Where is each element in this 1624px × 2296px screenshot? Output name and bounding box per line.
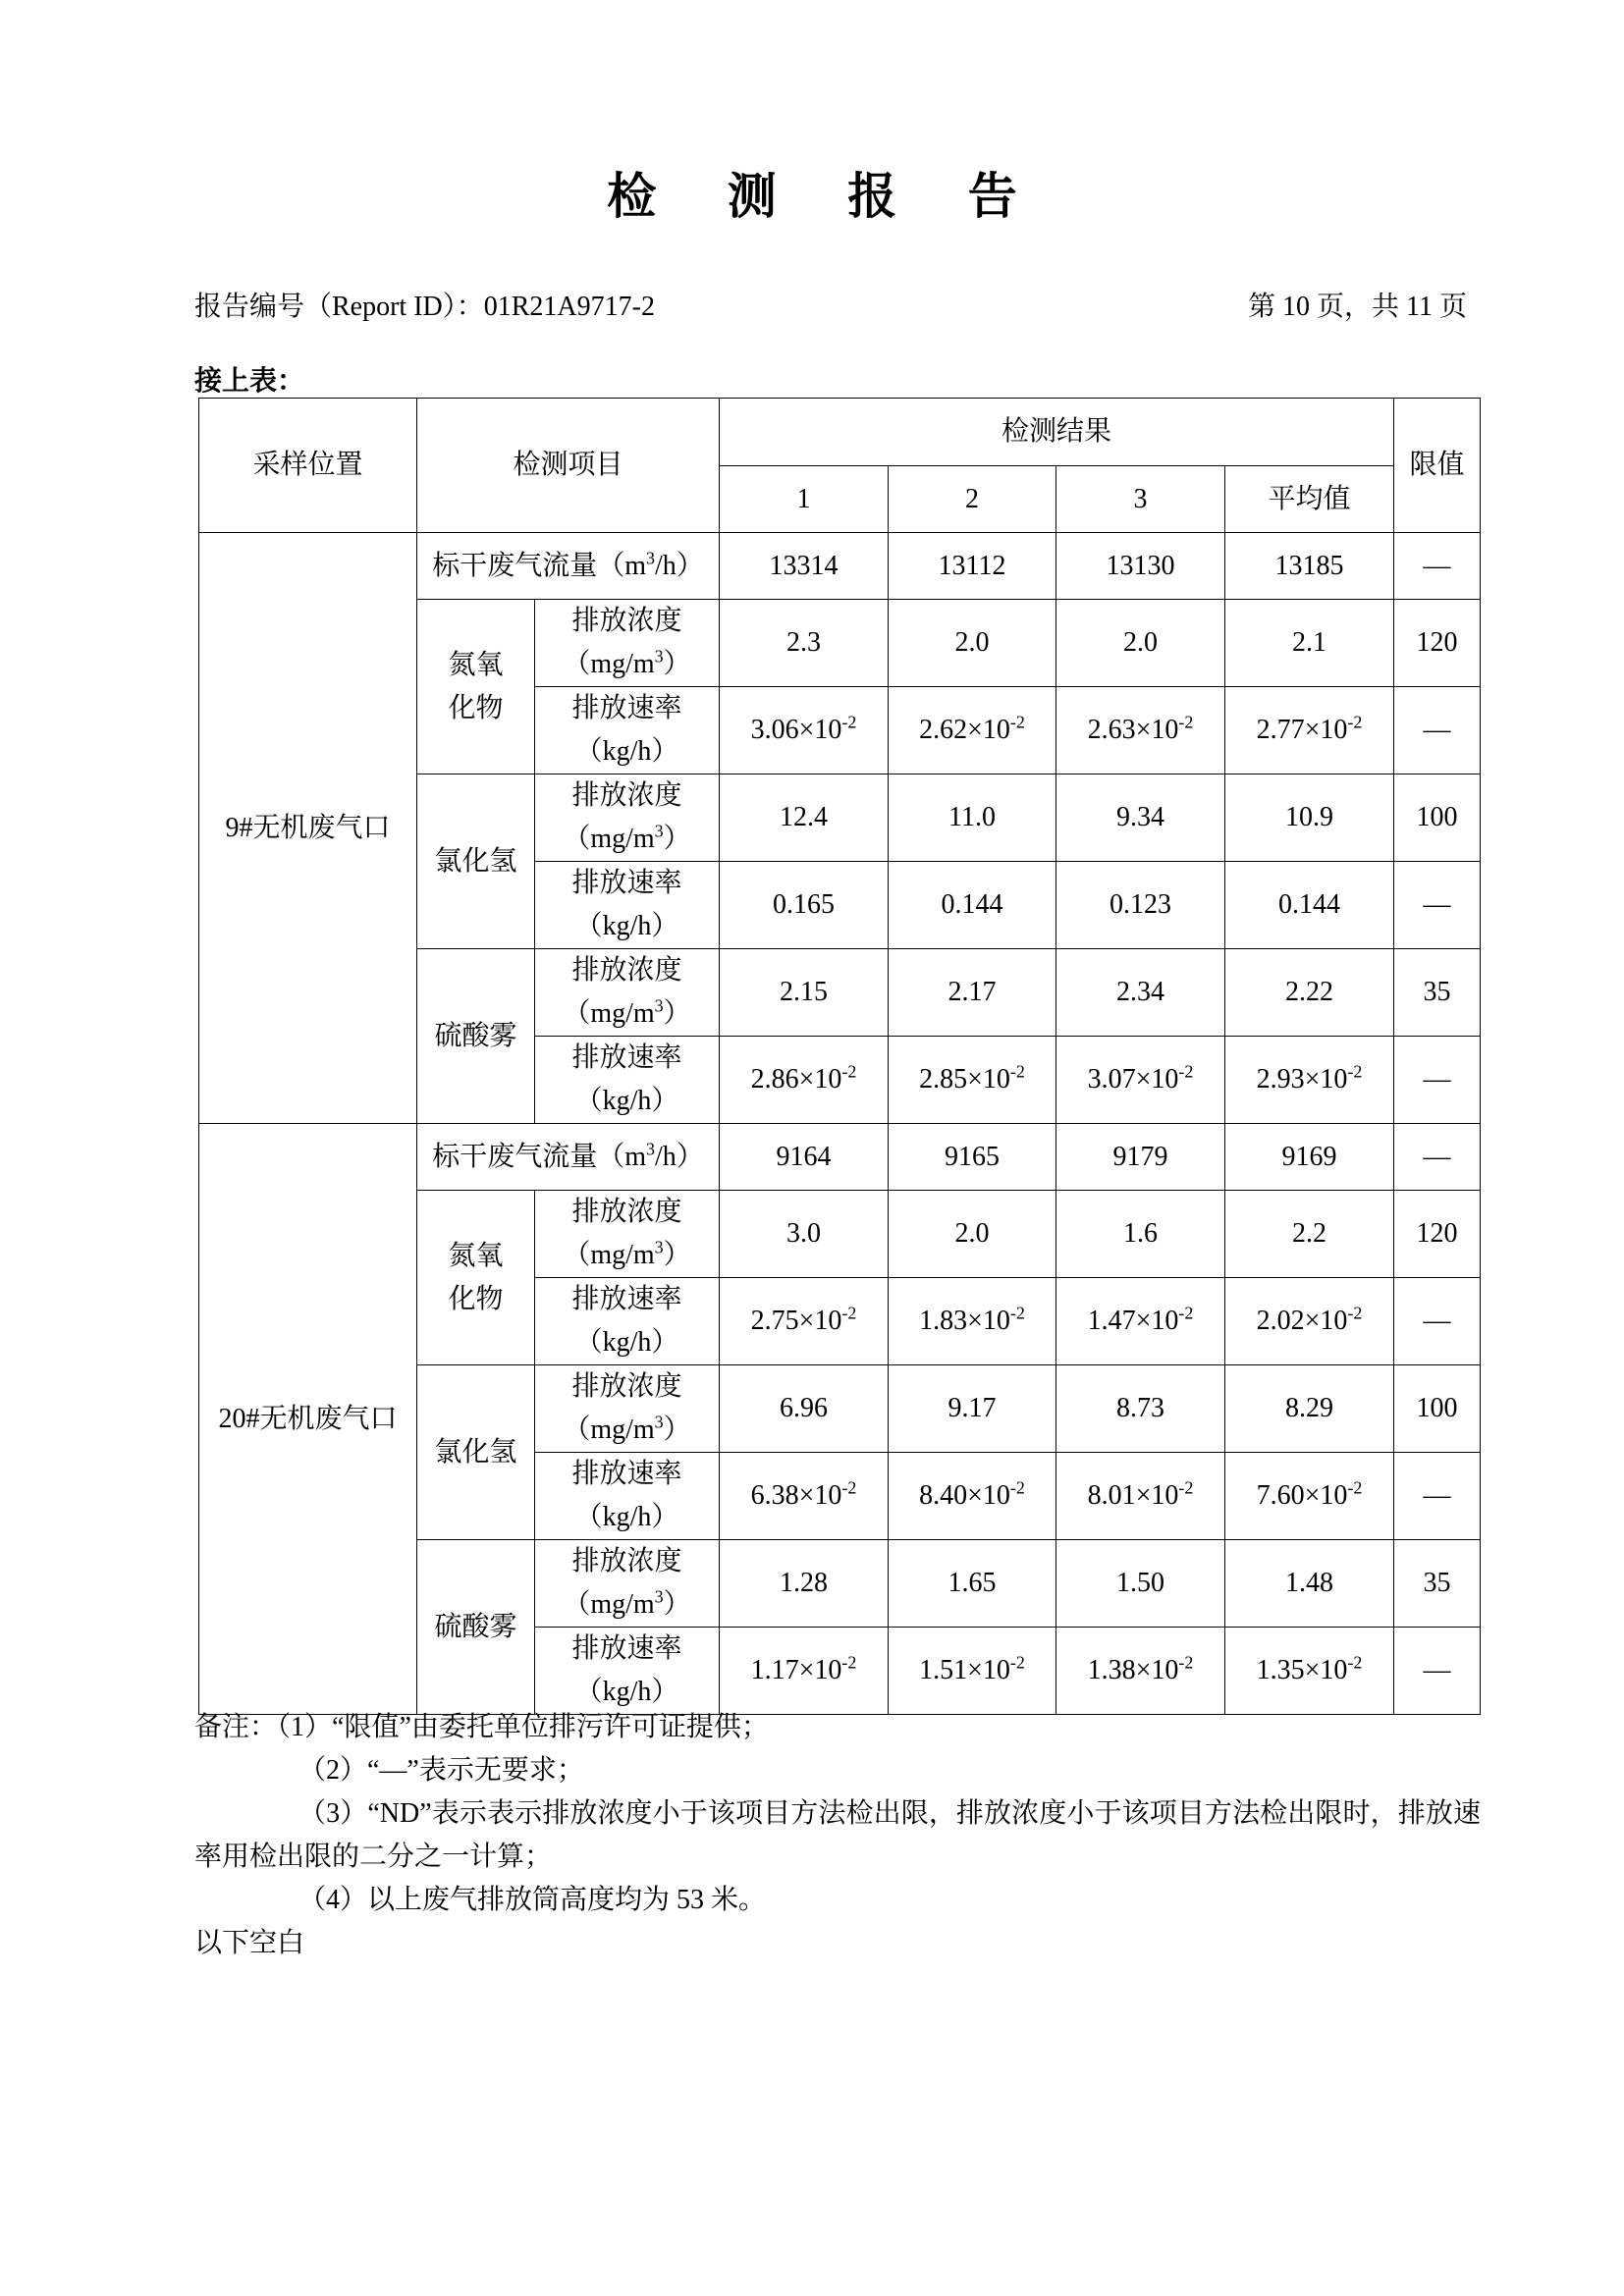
concentration-unit-superscript: 3 — [654, 995, 664, 1016]
pollutant-name-line: 化物 — [448, 692, 504, 723]
rate-mantissa: 7.60×10 — [1256, 1480, 1348, 1511]
concentration-unit-text: （mg/m — [563, 649, 655, 679]
header-run-2: 2 — [889, 466, 1056, 533]
concentration-unit-superscript: 3 — [654, 646, 664, 667]
rate-value — [1225, 687, 1394, 774]
rate-limit: — — [1394, 1278, 1481, 1365]
concentration-limit: 120 — [1394, 1191, 1481, 1278]
flow-value: 13314 — [720, 533, 889, 600]
concentration-value: 2.0 — [1056, 600, 1225, 687]
sampling-location: 20#无机废气口 — [199, 1124, 417, 1715]
rate-exponent: -2 — [1009, 1477, 1025, 1498]
rate-limit: — — [1394, 862, 1481, 949]
continued-label: 接上表： — [194, 366, 305, 397]
flow-label — [417, 533, 720, 600]
rate-exponent: -2 — [1178, 1652, 1194, 1673]
header-location: 采样位置 — [199, 399, 417, 533]
rate-unit: （kg/h） — [574, 1086, 679, 1116]
pollutant-name-line: 硫酸雾 — [434, 1611, 517, 1642]
notes — [194, 1706, 1481, 1965]
rate-exponent: -2 — [841, 1477, 857, 1498]
report-id: 报告编号（Report ID）：01R21A9717-2 — [194, 292, 655, 322]
concentration-limit: 35 — [1394, 1540, 1481, 1628]
rate-label-text: 排放速率 — [571, 1459, 682, 1489]
flow-value: 9169 — [1225, 1124, 1394, 1191]
concentration-limit: 35 — [1394, 949, 1481, 1037]
concentration-value: 1.65 — [889, 1540, 1056, 1628]
concentration-value: 2.34 — [1056, 949, 1225, 1037]
concentration-value: 1.48 — [1225, 1540, 1394, 1628]
flow-value: 13130 — [1056, 533, 1225, 600]
concentration-value: 6.96 — [720, 1365, 889, 1453]
note-3: （3）“ND”表示表示排放浓度小于该项目方法检出限，排放浓度小于该项目方法检出限时，排放速率用检出限的二分之一计算； — [194, 1798, 1481, 1872]
header-results: 检测结果 — [720, 399, 1394, 466]
concentration-label — [535, 600, 720, 687]
rate-mantissa: 1.38×10 — [1087, 1655, 1179, 1685]
concentration-unit — [535, 1234, 719, 1277]
rate-label-text: 排放速率 — [571, 693, 682, 723]
pollutant-name-line: 氮氧 — [448, 1240, 504, 1271]
rate-mantissa: 2.77×10 — [1256, 715, 1348, 745]
rate-value — [1056, 1278, 1225, 1365]
rate-mantissa: 3.06×10 — [750, 715, 842, 745]
concentration-value: 3.0 — [720, 1191, 889, 1278]
header-run-1: 1 — [720, 466, 889, 533]
concentration-value: 10.9 — [1225, 774, 1394, 862]
rate-unit: （kg/h） — [574, 736, 679, 767]
rate-label-text: 排放速率 — [571, 1284, 682, 1314]
rate-mantissa: 1.83×10 — [919, 1306, 1010, 1336]
concentration-value: 2.2 — [1225, 1191, 1394, 1278]
rate-value — [720, 1628, 889, 1715]
blank-below: 以下空白 — [194, 1928, 305, 1958]
rate-exponent: -2 — [841, 1652, 857, 1673]
rate-value — [1225, 1453, 1394, 1540]
concentration-value: 1.50 — [1056, 1540, 1225, 1628]
rate-limit: — — [1394, 1628, 1481, 1715]
flow-value: 9165 — [889, 1124, 1056, 1191]
rate-mantissa: 3.07×10 — [1087, 1064, 1179, 1095]
rate-mantissa: 2.63×10 — [1087, 715, 1179, 745]
rate-unit: （kg/h） — [574, 1327, 679, 1358]
rate-value: 0.123 — [1056, 862, 1225, 949]
concentration-value: 9.17 — [889, 1365, 1056, 1453]
rate-mantissa: 1.51×10 — [919, 1655, 1010, 1685]
rate-mantissa: 8.40×10 — [919, 1480, 1010, 1511]
concentration-value: 2.0 — [889, 600, 1056, 687]
concentration-value: 2.17 — [889, 949, 1056, 1037]
flow-value: 9164 — [720, 1124, 889, 1191]
rate-exponent: -2 — [1009, 712, 1025, 732]
rate-exponent: -2 — [1347, 1303, 1363, 1323]
concentration-value: 12.4 — [720, 774, 889, 862]
concentration-unit — [535, 1583, 719, 1627]
pollutant-name-line: 化物 — [448, 1283, 504, 1314]
concentration-limit: 120 — [1394, 600, 1481, 687]
flow-limit: — — [1394, 1124, 1481, 1191]
flow-label-text: 标干废气流量（m — [432, 550, 646, 581]
concentration-value: 2.3 — [720, 600, 889, 687]
concentration-unit-close: ） — [663, 1240, 691, 1270]
pollutant-name-line: 氯化氢 — [434, 845, 517, 877]
sampling-location: 9#无机废气口 — [199, 533, 417, 1124]
rate-mantissa: 8.01×10 — [1087, 1480, 1179, 1511]
table-body — [199, 533, 1481, 1715]
rate-label-text: 排放速率 — [571, 868, 682, 898]
flow-value: 13185 — [1225, 533, 1394, 600]
concentration-unit-close: ） — [663, 1415, 691, 1445]
pollutant-name — [417, 949, 535, 1124]
rate-mantissa: 2.62×10 — [919, 715, 1010, 745]
concentration-unit — [535, 1409, 719, 1452]
flow-label-unit: /h） — [655, 550, 704, 581]
concentration-value: 8.73 — [1056, 1365, 1225, 1453]
concentration-unit — [535, 992, 719, 1036]
rate-label — [535, 1278, 720, 1365]
rate-mantissa: 1.35×10 — [1256, 1655, 1348, 1685]
concentration-value: 1.28 — [720, 1540, 889, 1628]
concentration-unit-close: ） — [663, 649, 691, 679]
concentration-value: 2.1 — [1225, 600, 1394, 687]
concentration-unit-superscript: 3 — [654, 1586, 664, 1607]
rate-value — [1225, 1628, 1394, 1715]
header-item: 检测项目 — [417, 399, 720, 533]
concentration-label-text: 排放浓度 — [571, 606, 682, 636]
concentration-unit-superscript: 3 — [654, 1412, 664, 1432]
header-limit: 限值 — [1394, 399, 1481, 533]
rate-exponent: -2 — [1347, 712, 1363, 732]
rate-value — [1225, 1278, 1394, 1365]
concentration-unit-text: （mg/m — [563, 1240, 655, 1270]
rate-label-text: 排放速率 — [571, 1042, 682, 1073]
rate-exponent: -2 — [841, 1303, 857, 1323]
concentration-label-text: 排放浓度 — [571, 1197, 682, 1227]
rate-label — [535, 1037, 720, 1124]
rate-value: 0.144 — [889, 862, 1056, 949]
flow-limit: — — [1394, 533, 1481, 600]
rate-exponent: -2 — [1178, 712, 1194, 732]
rate-value — [720, 1037, 889, 1124]
rate-value — [1056, 1453, 1225, 1540]
rate-exponent: -2 — [1178, 1477, 1194, 1498]
rate-value — [720, 1278, 889, 1365]
concentration-unit-close: ） — [663, 824, 691, 854]
concentration-label — [535, 1540, 720, 1628]
concentration-label — [535, 949, 720, 1037]
table-row — [199, 1124, 1481, 1191]
rate-mantissa: 2.93×10 — [1256, 1064, 1348, 1095]
concentration-label-text: 排放浓度 — [571, 780, 682, 811]
pollutant-name-line: 硫酸雾 — [434, 1020, 517, 1051]
pollutant-name — [417, 774, 535, 949]
concentration-label — [535, 1365, 720, 1453]
concentration-value: 1.6 — [1056, 1191, 1225, 1278]
concentration-value: 9.34 — [1056, 774, 1225, 862]
flow-value: 9179 — [1056, 1124, 1225, 1191]
rate-value — [720, 687, 889, 774]
concentration-limit: 100 — [1394, 1365, 1481, 1453]
rate-mantissa: 2.85×10 — [919, 1064, 1010, 1095]
rate-exponent: -2 — [1178, 1303, 1194, 1323]
pollutant-name-line: 氮氧 — [448, 649, 504, 680]
note-line-1 — [194, 1706, 1481, 1749]
notes-prefix: 备注： — [194, 1712, 278, 1742]
pollutant-name — [417, 1365, 535, 1540]
concentration-value: 2.15 — [720, 949, 889, 1037]
rate-exponent: -2 — [1009, 1303, 1025, 1323]
concentration-unit — [535, 818, 719, 861]
concentration-label-text: 排放浓度 — [571, 955, 682, 986]
concentration-unit-superscript: 3 — [654, 1237, 664, 1257]
rate-limit: — — [1394, 1037, 1481, 1124]
flow-value: 13112 — [889, 533, 1056, 600]
concentration-unit-superscript: 3 — [654, 821, 664, 841]
rate-value — [1056, 1037, 1225, 1124]
note-2: （2）“—”表示无要求； — [298, 1755, 584, 1786]
concentration-label — [535, 774, 720, 862]
concentration-unit-text: （mg/m — [563, 1589, 655, 1620]
rate-mantissa: 2.86×10 — [750, 1064, 842, 1095]
flow-label-superscript: 3 — [646, 548, 655, 568]
rate-exponent: -2 — [1347, 1061, 1363, 1082]
concentration-unit-text: （mg/m — [563, 824, 655, 854]
rate-label — [535, 862, 720, 949]
table-row — [199, 533, 1481, 600]
rate-value — [889, 1278, 1056, 1365]
results-table — [198, 398, 1481, 1715]
rate-unit: （kg/h） — [574, 1502, 679, 1532]
rate-value — [889, 1037, 1056, 1124]
pollutant-name — [417, 1191, 535, 1365]
concentration-unit-text: （mg/m — [563, 998, 655, 1029]
rate-limit: — — [1394, 687, 1481, 774]
rate-exponent: -2 — [1347, 1477, 1363, 1498]
concentration-label — [535, 1191, 720, 1278]
rate-exponent: -2 — [841, 1061, 857, 1082]
concentration-unit — [535, 643, 719, 686]
header-average: 平均值 — [1225, 466, 1394, 533]
flow-label-superscript: 3 — [646, 1139, 655, 1159]
rate-value — [889, 687, 1056, 774]
pollutant-name-line: 氯化氢 — [434, 1436, 517, 1468]
rate-exponent: -2 — [1347, 1652, 1363, 1673]
header-run-3: 3 — [1056, 466, 1225, 533]
concentration-unit-close: ） — [663, 1589, 691, 1620]
flow-label-unit: /h） — [655, 1141, 704, 1172]
page-number: 第 10 页，共 11 页 — [1248, 292, 1467, 322]
concentration-label-text: 排放浓度 — [571, 1371, 682, 1402]
rate-label — [535, 1628, 720, 1715]
concentration-value: 2.0 — [889, 1191, 1056, 1278]
report-title: 检 测 报 告 — [607, 169, 1047, 224]
rate-label — [535, 687, 720, 774]
pollutant-name — [417, 1540, 535, 1715]
pollutant-name — [417, 600, 535, 774]
concentration-value: 2.22 — [1225, 949, 1394, 1037]
rate-value: 0.144 — [1225, 862, 1394, 949]
concentration-unit-close: ） — [663, 998, 691, 1029]
concentration-unit-text: （mg/m — [563, 1415, 655, 1445]
rate-mantissa: 1.17×10 — [750, 1655, 842, 1685]
rate-mantissa: 6.38×10 — [750, 1480, 842, 1511]
rate-value: 0.165 — [720, 862, 889, 949]
rate-value — [1225, 1037, 1394, 1124]
concentration-value: 11.0 — [889, 774, 1056, 862]
note-1: （1）“限值”由委托单位排污许可证提供； — [277, 1712, 769, 1742]
rate-exponent: -2 — [1178, 1061, 1194, 1082]
rate-unit: （kg/h） — [574, 1677, 679, 1707]
concentration-value: 8.29 — [1225, 1365, 1394, 1453]
rate-value — [889, 1453, 1056, 1540]
note-4: （4）以上废气排放筒高度均为 53 米。 — [298, 1885, 767, 1915]
rate-exponent: -2 — [841, 712, 857, 732]
flow-label-text: 标干废气流量（m — [432, 1141, 646, 1172]
rate-mantissa: 2.75×10 — [750, 1306, 842, 1336]
rate-exponent: -2 — [1009, 1652, 1025, 1673]
rate-limit: — — [1394, 1453, 1481, 1540]
rate-value — [1056, 687, 1225, 774]
flow-label — [417, 1124, 720, 1191]
rate-value — [720, 1453, 889, 1540]
rate-label-text: 排放速率 — [571, 1633, 682, 1664]
rate-unit: （kg/h） — [574, 911, 679, 941]
concentration-label-text: 排放浓度 — [571, 1546, 682, 1576]
rate-mantissa: 1.47×10 — [1087, 1306, 1179, 1336]
rate-mantissa: 2.02×10 — [1256, 1306, 1348, 1336]
rate-exponent: -2 — [1009, 1061, 1025, 1082]
concentration-limit: 100 — [1394, 774, 1481, 862]
rate-label — [535, 1453, 720, 1540]
rate-value — [1056, 1628, 1225, 1715]
rate-value — [889, 1628, 1056, 1715]
